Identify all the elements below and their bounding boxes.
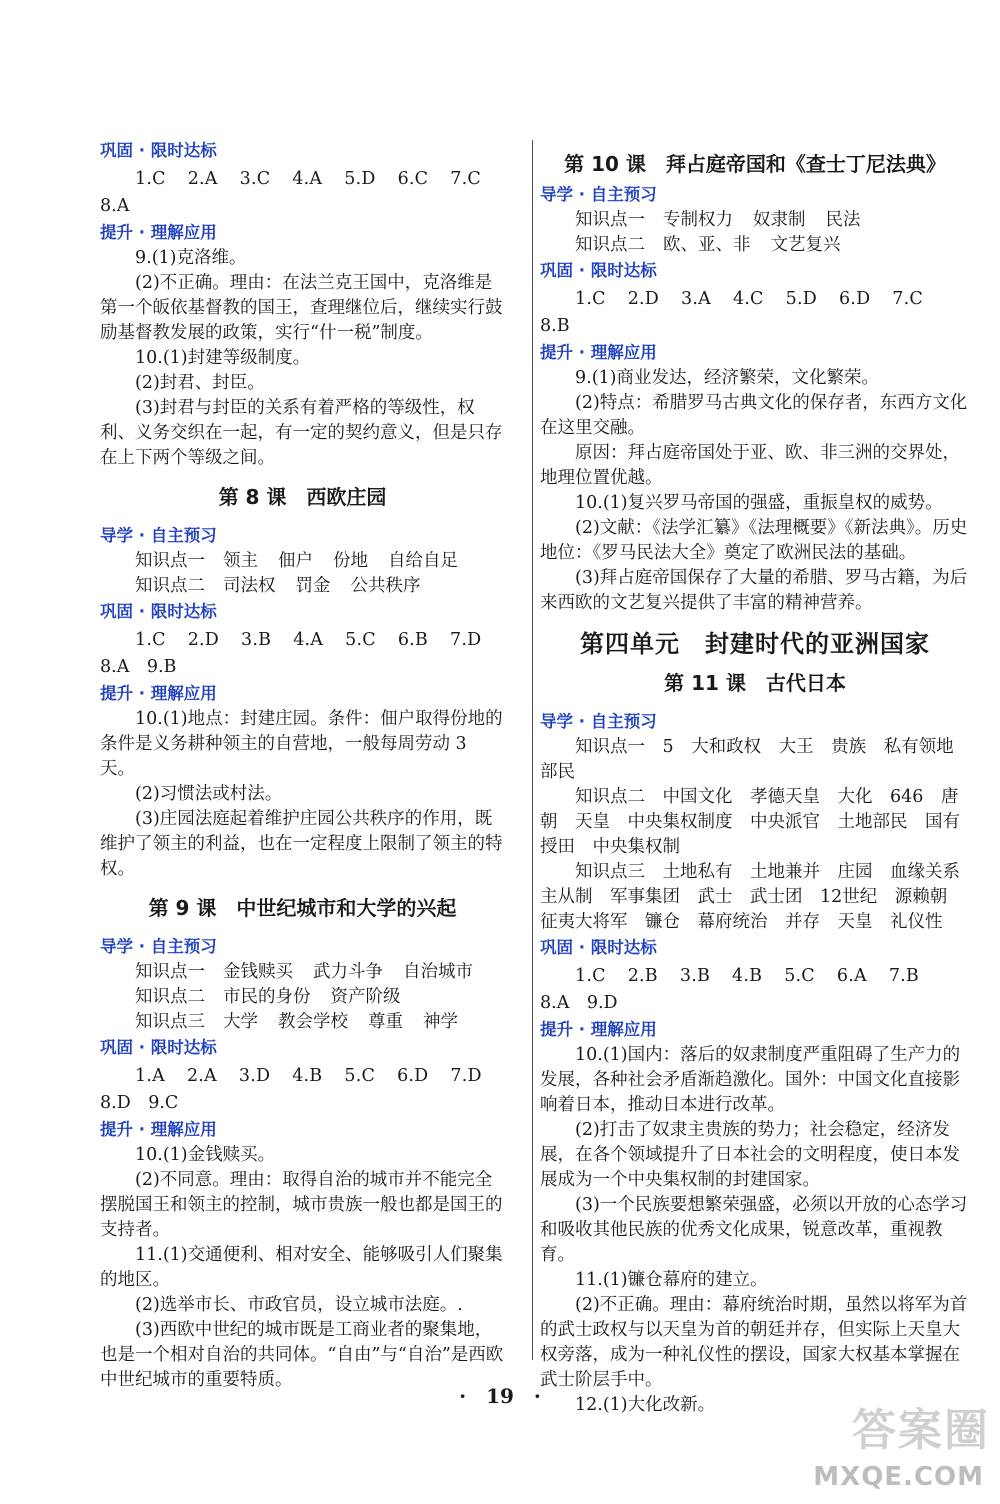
- answer-text: 9.(1)商业发达，经济繁荣，文化繁荣。: [575, 368, 879, 388]
- answer-row-cont: 8.D 9.C: [100, 1093, 179, 1113]
- knowledge-point: 知识点一 金钱赎买 武力斗争 自治城市: [135, 962, 473, 982]
- answer-text: 10.(1)封建等级制度。: [135, 348, 311, 368]
- answer-text: 11.(1)交通便利、相对安全、能够吸引人们聚集的地区。: [100, 1245, 503, 1290]
- lesson-title: 第 11 课 古代日本: [664, 671, 846, 695]
- section-heading: 导学 · 自主预习: [540, 185, 657, 204]
- section-heading: 巩固 · 限时达标: [540, 261, 657, 280]
- answer-text: (2)不正确。理由：幕府统治时期，虽然以将军为首的武士政权与以天皇为首的朝廷并存，但实际上天皇大权旁落，成为一种礼仪性的摆设，国家大权基本掌握在武士阶层手中。: [540, 1295, 968, 1390]
- section-heading: 提升 · 理解应用: [100, 684, 217, 703]
- lesson-title: 第 10 课 拜占庭帝国和《查士丁尼法典》: [564, 152, 946, 176]
- answer-row-cont: 8.A: [100, 196, 130, 216]
- knowledge-point: 知识点一 5 大和政权 大王 贵族 私有领地 部民: [540, 737, 972, 782]
- answer-text: (3)拜占庭帝国保存了大量的希腊、罗马古籍，为后来西欧的文艺复兴提供了丰富的精神营养。: [540, 568, 968, 613]
- answer-text: (3)封君与封臣的关系有着严格的等级性，权利、义务交织在一起，有一定的契约意义，但是只存在上下两个等级之间。: [100, 398, 503, 468]
- answer-row-cont: 8.A 9.B: [100, 657, 177, 677]
- section-heading: 巩固 · 限时达标: [100, 141, 217, 160]
- knowledge-point: 知识点一 领主 佃户 份地 自给自足: [135, 551, 458, 571]
- section-heading: 导学 · 自主预习: [540, 712, 657, 731]
- page-number: · 19 ·: [459, 1384, 541, 1408]
- answer-row: 1.C 2.D 3.B 4.A 5.C 6.B 7.D: [135, 630, 482, 650]
- answer-text: 10.(1)地点：封建庄园。条件：佃户取得份地的条件是义务耕种领主的自营地，一般每周劳动 3 天。: [100, 709, 503, 779]
- answer-text: (2)选举市长、市政官员，设立城市法庭。.: [135, 1295, 463, 1315]
- lesson-title: 第 8 课 西欧庄园: [218, 485, 387, 509]
- watermark-logo: 答案圈: [852, 1405, 990, 1456]
- knowledge-point: 知识点二 司法权 罚金 公共秩序: [135, 576, 421, 596]
- unit-title: 第四单元 封建时代的亚洲国家: [580, 630, 930, 658]
- section-heading: 提升 · 理解应用: [100, 223, 217, 242]
- answer-text: 9.(1)克洛维。: [135, 248, 247, 268]
- answer-text: (3)一个民族要想繁荣强盛，必须以开放的心态学习和吸收其他民族的优秀文化成果，锐意改革，重视教育。: [540, 1195, 968, 1265]
- section-heading: 导学 · 自主预习: [100, 937, 217, 956]
- left-column: [100, 138, 505, 1393]
- answer-text: (3)庄园法庭起着维护庄园公共秩序的作用，既维护了领主的利益，也在一定程度上限制了领主的特权。: [100, 809, 503, 879]
- section-heading: 提升 · 理解应用: [540, 343, 657, 362]
- answer-text: 10.(1)复兴罗马帝国的强盛，重振皇权的威势。: [575, 493, 943, 513]
- knowledge-point: 知识点二 欧、亚、非 文艺复兴: [575, 235, 841, 255]
- answer-text: 10.(1)国内：落后的奴隶制度严重阻碍了生产力的发展，各种社会矛盾渐趋激化。国外：中国文化直接影响着日本，推动日本进行改革。: [540, 1045, 961, 1115]
- answer-text: (2)不正确。理由：在法兰克王国中，克洛维是第一个皈依基督教的国王，查理继位后，继续实行鼓励基督教发展的政策，实行“什一税”制度。: [100, 273, 503, 343]
- knowledge-point: 知识点一 专制权力 奴隶制 民法: [575, 210, 861, 230]
- knowledge-point: 知识点二 中国文化 孝德天皇 大化 646 唐朝 天皇 中央集权制度 中央派官 土地部民 国有 授田 中央集权制: [540, 787, 978, 857]
- answer-text: (2)文献：《法学汇纂》《法理概要》《新法典》。历史地位：《罗马民法大全》奠定了欧洲民法的基础。: [540, 518, 968, 563]
- answer-text: (2)特点：希腊罗马古典文化的保存者，东西方文化在这里交融。: [540, 393, 968, 438]
- section-heading: 巩固 · 限时达标: [540, 938, 657, 957]
- answer-text: (2)封君、封臣。: [135, 373, 265, 393]
- section-heading: 提升 · 理解应用: [540, 1020, 657, 1039]
- section-heading: 提升 · 理解应用: [100, 1120, 217, 1139]
- answer-row: 1.C 2.D 3.A 4.C 5.D 6.D 7.C: [575, 289, 923, 309]
- answer-text: 12.(1)大化改新。: [575, 1395, 716, 1415]
- section-heading: 导学 · 自主预习: [100, 526, 217, 545]
- answer-text: 10.(1)金钱赎买。: [135, 1145, 276, 1165]
- answer-text: 11.(1)镰仓幕府的建立。: [575, 1270, 768, 1290]
- knowledge-point: 知识点二 市民的身份 资产阶级: [135, 987, 401, 1007]
- watermark-url: MXQE.COM: [813, 1462, 984, 1492]
- answer-row: 1.C 2.A 3.C 4.A 5.D 6.C 7.C: [135, 169, 481, 189]
- section-heading: 巩固 · 限时达标: [100, 602, 217, 621]
- answer-row-cont: 8.A 9.D: [540, 993, 618, 1013]
- answer-row: 1.C 2.B 3.B 4.B 5.C 6.A 7.B: [575, 966, 919, 986]
- answer-text: (2)不同意。理由：取得自治的城市并不能完全摆脱国王和领主的控制，城市贵族一般也都是国王的支持者。: [100, 1170, 503, 1240]
- answer-text: (2)打击了奴隶主贵族的势力；社会稳定，经济发展，在各个领域提升了日本社会的文明程度，使日本发展成为一个中央集权制的封建国家。: [540, 1120, 960, 1190]
- knowledge-point: 知识点三 土地私有 土地兼并 庄园 血缘关系 主从制 军事集团 武士 武士团 12世纪 源赖朝 征夷大将军 镰仓 幕府统治 并存 天皇 礼仪性: [540, 862, 978, 932]
- column-divider: [532, 140, 533, 1360]
- lesson-title: 第 9 课 中世纪城市和大学的兴起: [148, 896, 457, 920]
- knowledge-point: 知识点三 大学 教会学校 尊重 神学: [135, 1012, 458, 1032]
- answer-row-cont: 8.B: [540, 316, 570, 336]
- answer-text: (3)西欧中世纪的城市既是工商业者的聚集地，也是一个相对自治的共同体。“自由”与“自治”是西欧中世纪城市的重要特质。: [100, 1320, 504, 1390]
- right-column: [540, 138, 978, 1418]
- section-heading: 巩固 · 限时达标: [100, 1038, 217, 1057]
- answer-text: 原因：拜占庭帝国处于亚、欧、非三洲的交界处，地理位置优越。: [540, 443, 960, 488]
- answer-row: 1.A 2.A 3.D 4.B 5.C 6.D 7.D: [135, 1066, 482, 1086]
- answer-text: (2)习惯法或村法。: [135, 784, 283, 804]
